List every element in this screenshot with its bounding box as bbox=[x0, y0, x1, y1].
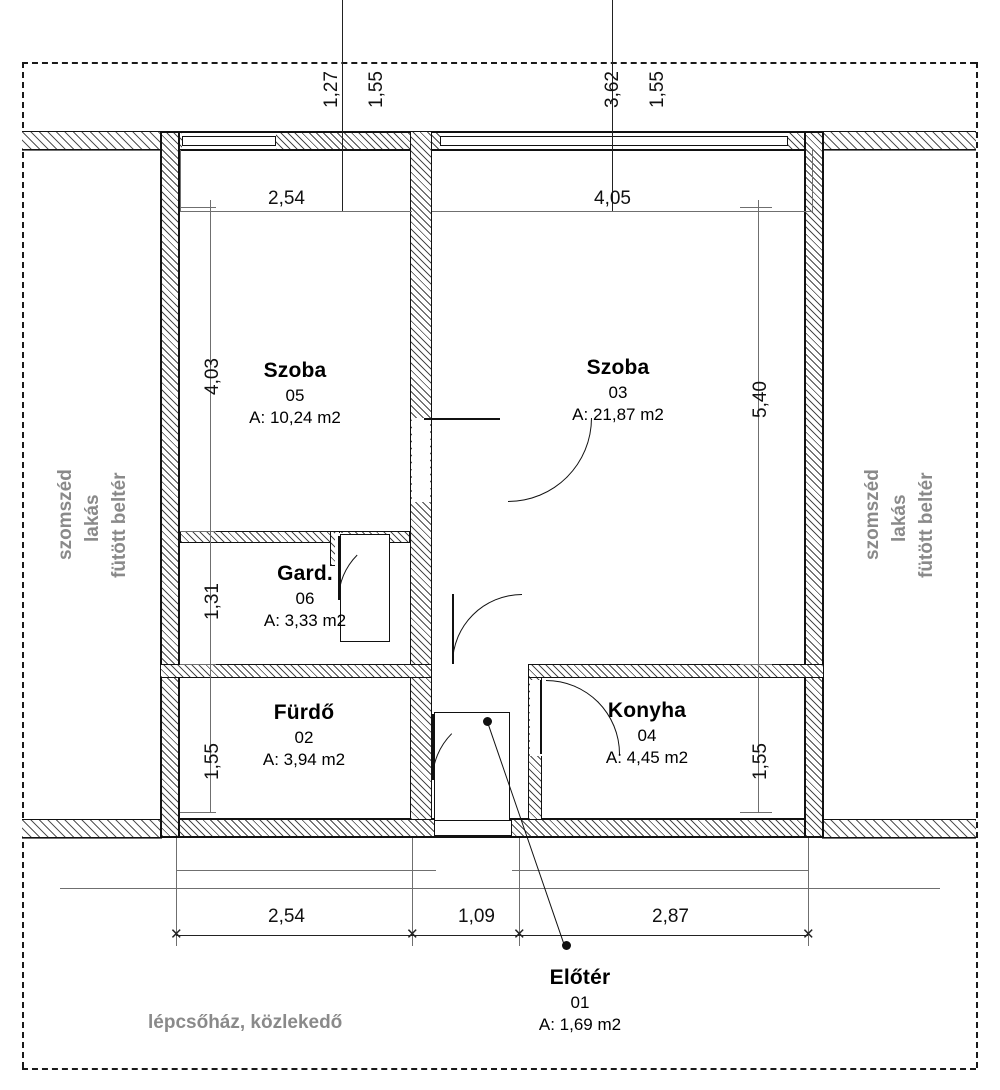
dim-left-gard: 1,31 bbox=[202, 583, 223, 620]
room-label-eloter-01 bbox=[490, 965, 670, 1035]
room-area: A: 3,94 m2 bbox=[262, 749, 346, 769]
dim-top-outer-left: 1,27 bbox=[321, 71, 342, 108]
room-name: Gard. bbox=[277, 562, 333, 585]
dim-right-szoba: 5,40 bbox=[750, 381, 771, 418]
room-label-szoba-05 bbox=[205, 358, 385, 428]
interior-wall-horizontal-gard-bottom bbox=[160, 664, 432, 678]
room-name: Előtér bbox=[549, 966, 611, 989]
dim-row-top-left bbox=[180, 211, 342, 212]
room-label-gard-06 bbox=[215, 561, 395, 631]
note-left-neighbour-line1: szomszéd bbox=[55, 469, 76, 560]
note-left-neighbour-line3: fütött beltér bbox=[109, 472, 130, 578]
note-right-neighbour-line2: lakás bbox=[889, 494, 910, 542]
dim-ext-top-right bbox=[812, 150, 813, 212]
note-stairwell: lépcsőház, közlekedő bbox=[148, 1012, 343, 1033]
dim-top-outer-right: 3,62 bbox=[602, 71, 623, 108]
dim-tick-left-4 bbox=[180, 812, 216, 813]
dim-top-row-right: 4,05 bbox=[594, 188, 631, 209]
room-name: Szoba bbox=[263, 359, 327, 382]
note-right-neighbour-line3: fütött beltér bbox=[916, 472, 937, 578]
dim-tick-mark-3: ✕ bbox=[513, 926, 526, 943]
dim-left-szoba: 4,03 bbox=[202, 358, 223, 395]
room-number: 02 bbox=[294, 727, 314, 747]
room-name: Fürdő bbox=[273, 701, 335, 724]
dim-row-top-right bbox=[432, 211, 812, 212]
room-number: 06 bbox=[295, 588, 315, 608]
neighbour-wall-band-bottom-right bbox=[822, 819, 976, 838]
guide-line-top-right bbox=[822, 150, 976, 151]
room-number: 05 bbox=[285, 385, 305, 405]
interior-wall-vertical-lower-left bbox=[410, 664, 432, 820]
door-leaf-konyha bbox=[540, 680, 542, 754]
guide-line-bottom-right bbox=[822, 838, 976, 839]
window-opening-top-left-frame bbox=[182, 136, 276, 146]
neighbour-wall-band-top-left bbox=[22, 131, 162, 150]
dim-tick-right-1 bbox=[740, 207, 772, 208]
room-area: A: 10,24 m2 bbox=[249, 407, 341, 427]
interior-wall-vertical-center bbox=[410, 131, 432, 676]
guide-line-bottom-left bbox=[22, 838, 162, 839]
neighbour-wall-band-top-right bbox=[822, 131, 976, 150]
window-opening-top-mid-frame bbox=[440, 136, 788, 146]
room-label-furdo-02 bbox=[214, 700, 394, 770]
room-name: Konyha bbox=[607, 699, 687, 722]
dim-bottom-left: 2,54 bbox=[268, 906, 305, 927]
boundary-top-dashed bbox=[22, 62, 976, 64]
exterior-wall-right bbox=[804, 131, 824, 838]
dim-row-above-bottom-2 bbox=[512, 870, 808, 871]
dim-tick-right-2 bbox=[740, 664, 772, 665]
entry-door-frame-bottom bbox=[434, 820, 512, 836]
dim-left-furdo: 1,55 bbox=[202, 743, 223, 780]
dim-line-left-vertical bbox=[210, 200, 211, 812]
guide-line-top-left bbox=[22, 150, 162, 151]
dim-top-inner-right: 1,55 bbox=[647, 71, 668, 108]
exterior-wall-left bbox=[160, 131, 180, 838]
room-label-konyha-04 bbox=[556, 698, 738, 768]
dim-bottom-right: 2,87 bbox=[652, 906, 689, 927]
room-number: 04 bbox=[637, 725, 657, 745]
boundary-left-dashed bbox=[22, 62, 24, 1068]
dim-tick-mark-4: ✕ bbox=[802, 926, 815, 943]
interior-wall-horizontal-konyha-top bbox=[528, 664, 824, 678]
dim-tick-mark-2: ✕ bbox=[406, 926, 419, 943]
dim-top-row-left: 2,54 bbox=[268, 188, 305, 209]
dim-tick-left-1 bbox=[180, 207, 216, 208]
room-number: 03 bbox=[608, 382, 628, 402]
note-left-neighbour-line2: lakás bbox=[82, 494, 103, 542]
dim-tick-left-3 bbox=[180, 664, 216, 665]
dim-chain-bottom bbox=[176, 935, 808, 936]
dim-tick-left-2 bbox=[180, 531, 216, 532]
room-label-szoba-03 bbox=[528, 355, 708, 425]
room-name: Szoba bbox=[586, 356, 650, 379]
dim-tick-mark-1: ✕ bbox=[170, 926, 183, 943]
note-right-neighbour-line1: szomszéd bbox=[862, 469, 883, 560]
boundary-right-dashed bbox=[976, 62, 978, 1068]
dim-ext-top-left bbox=[180, 150, 181, 212]
dim-row-above-bottom bbox=[176, 870, 436, 871]
boundary-bottom-dashed bbox=[22, 1068, 976, 1070]
room-area: A: 3,33 m2 bbox=[263, 610, 347, 630]
room-area: A: 21,87 m2 bbox=[572, 404, 664, 424]
room-area: A: 1,69 m2 bbox=[538, 1014, 622, 1034]
room-number: 01 bbox=[570, 992, 590, 1012]
dim-right-konyha: 1,55 bbox=[750, 743, 771, 780]
neighbour-wall-band-bottom-left bbox=[22, 819, 162, 838]
room-area: A: 4,45 m2 bbox=[605, 747, 689, 767]
dim-top-inner-left: 1,55 bbox=[366, 71, 387, 108]
dim-bottom-mid: 1,09 bbox=[458, 906, 495, 927]
dim-line-right-vertical bbox=[758, 200, 759, 812]
dim-tick-right-3 bbox=[740, 812, 772, 813]
dim-row-top-left-2 bbox=[342, 211, 412, 212]
